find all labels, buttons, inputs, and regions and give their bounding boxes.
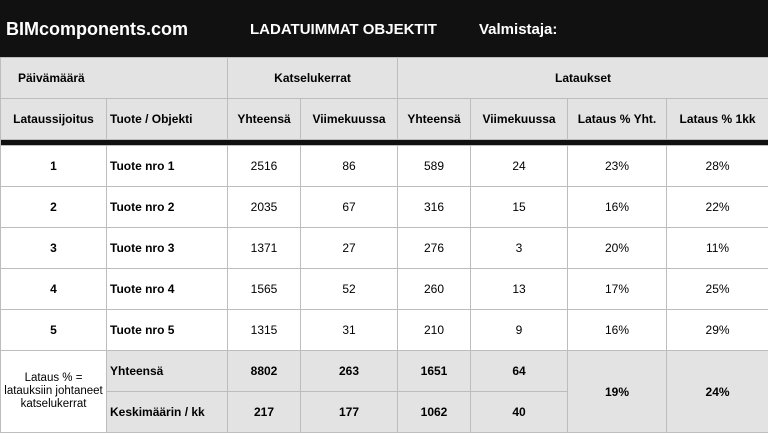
col-views-month: Viimekuussa	[301, 99, 398, 140]
brand-name: BIMcomponents.com	[6, 19, 189, 39]
totals-row	[1, 351, 768, 392]
table-row	[1, 310, 768, 351]
table-row	[1, 187, 768, 228]
date-header: Päivämäärä	[1, 58, 228, 99]
cell-views-total: 2516	[228, 146, 301, 187]
cell-downloads-month: 9	[471, 310, 568, 351]
col-downloads-month: Viimekuussa	[471, 99, 568, 140]
cell-downloads-total: 589	[398, 146, 471, 187]
cell-product: Tuote nro 2	[107, 187, 228, 228]
table-row	[1, 269, 768, 310]
totals-downloads-total: 1651	[398, 351, 471, 392]
cell-downloads-total: 260	[398, 269, 471, 310]
cell-downloads-month: 3	[471, 228, 568, 269]
col-views-total: Yhteensä	[228, 99, 301, 140]
col-pct-total: Lataus % Yht.	[568, 99, 667, 140]
cell-product: Tuote nro 3	[107, 228, 228, 269]
cell-product: Tuote nro 5	[107, 310, 228, 351]
report-title: LADATUIMMAT OBJEKTIT	[250, 21, 437, 38]
summary-pct-total: 19%	[568, 351, 667, 433]
downloads-table	[0, 57, 768, 433]
cell-pct-total: 16%	[568, 310, 667, 351]
cell-views-total: 1371	[228, 228, 301, 269]
totals-label: Yhteensä	[107, 351, 228, 392]
table-row	[1, 146, 768, 187]
header-bar	[0, 0, 768, 58]
totals-views-month: 263	[301, 351, 398, 392]
cell-views-total: 1315	[228, 310, 301, 351]
manufacturer-label: Valmistaja:	[479, 21, 558, 38]
cell-rank: 4	[1, 269, 107, 310]
average-downloads-month: 40	[471, 392, 568, 433]
col-downloads-total: Yhteensä	[398, 99, 471, 140]
cell-rank: 2	[1, 187, 107, 228]
cell-downloads-month: 15	[471, 187, 568, 228]
average-views-total: 217	[228, 392, 301, 433]
cell-views-month: 86	[301, 146, 398, 187]
average-downloads-total: 1062	[398, 392, 471, 433]
average-views-month: 177	[301, 392, 398, 433]
cell-views-month: 52	[301, 269, 398, 310]
cell-downloads-month: 13	[471, 269, 568, 310]
cell-pct-total: 17%	[568, 269, 667, 310]
cell-pct-month: 28%	[667, 146, 768, 187]
cell-views-month: 27	[301, 228, 398, 269]
totals-downloads-month: 64	[471, 351, 568, 392]
footnote-download-percent: Lataus % = latauksiin johtaneet katselukerrat	[1, 351, 107, 433]
cell-views-month: 67	[301, 187, 398, 228]
average-label: Keskimäärin / kk	[107, 392, 228, 433]
cell-pct-month: 11%	[667, 228, 768, 269]
column-header-row	[1, 99, 768, 140]
group-header-row	[1, 58, 768, 99]
col-rank: Lataussijoitus	[1, 99, 107, 140]
cell-pct-month: 22%	[667, 187, 768, 228]
cell-downloads-total: 276	[398, 228, 471, 269]
cell-product: Tuote nro 1	[107, 146, 228, 187]
cell-pct-month: 25%	[667, 269, 768, 310]
cell-product: Tuote nro 4	[107, 269, 228, 310]
cell-downloads-total: 210	[398, 310, 471, 351]
table-row	[1, 228, 768, 269]
cell-pct-month: 29%	[667, 310, 768, 351]
cell-views-total: 1565	[228, 269, 301, 310]
cell-rank: 5	[1, 310, 107, 351]
cell-pct-total: 20%	[568, 228, 667, 269]
cell-rank: 3	[1, 228, 107, 269]
cell-views-month: 31	[301, 310, 398, 351]
col-product: Tuote / Objekti	[107, 99, 228, 140]
cell-pct-total: 16%	[568, 187, 667, 228]
cell-downloads-month: 24	[471, 146, 568, 187]
views-group-header: Katselukerrat	[228, 58, 398, 99]
cell-rank: 1	[1, 146, 107, 187]
cell-downloads-total: 316	[398, 187, 471, 228]
cell-pct-total: 23%	[568, 146, 667, 187]
downloads-group-header: Lataukset	[398, 58, 768, 99]
cell-views-total: 2035	[228, 187, 301, 228]
summary-pct-month: 24%	[667, 351, 768, 433]
totals-views-total: 8802	[228, 351, 301, 392]
col-pct-month: Lataus % 1kk	[667, 99, 768, 140]
